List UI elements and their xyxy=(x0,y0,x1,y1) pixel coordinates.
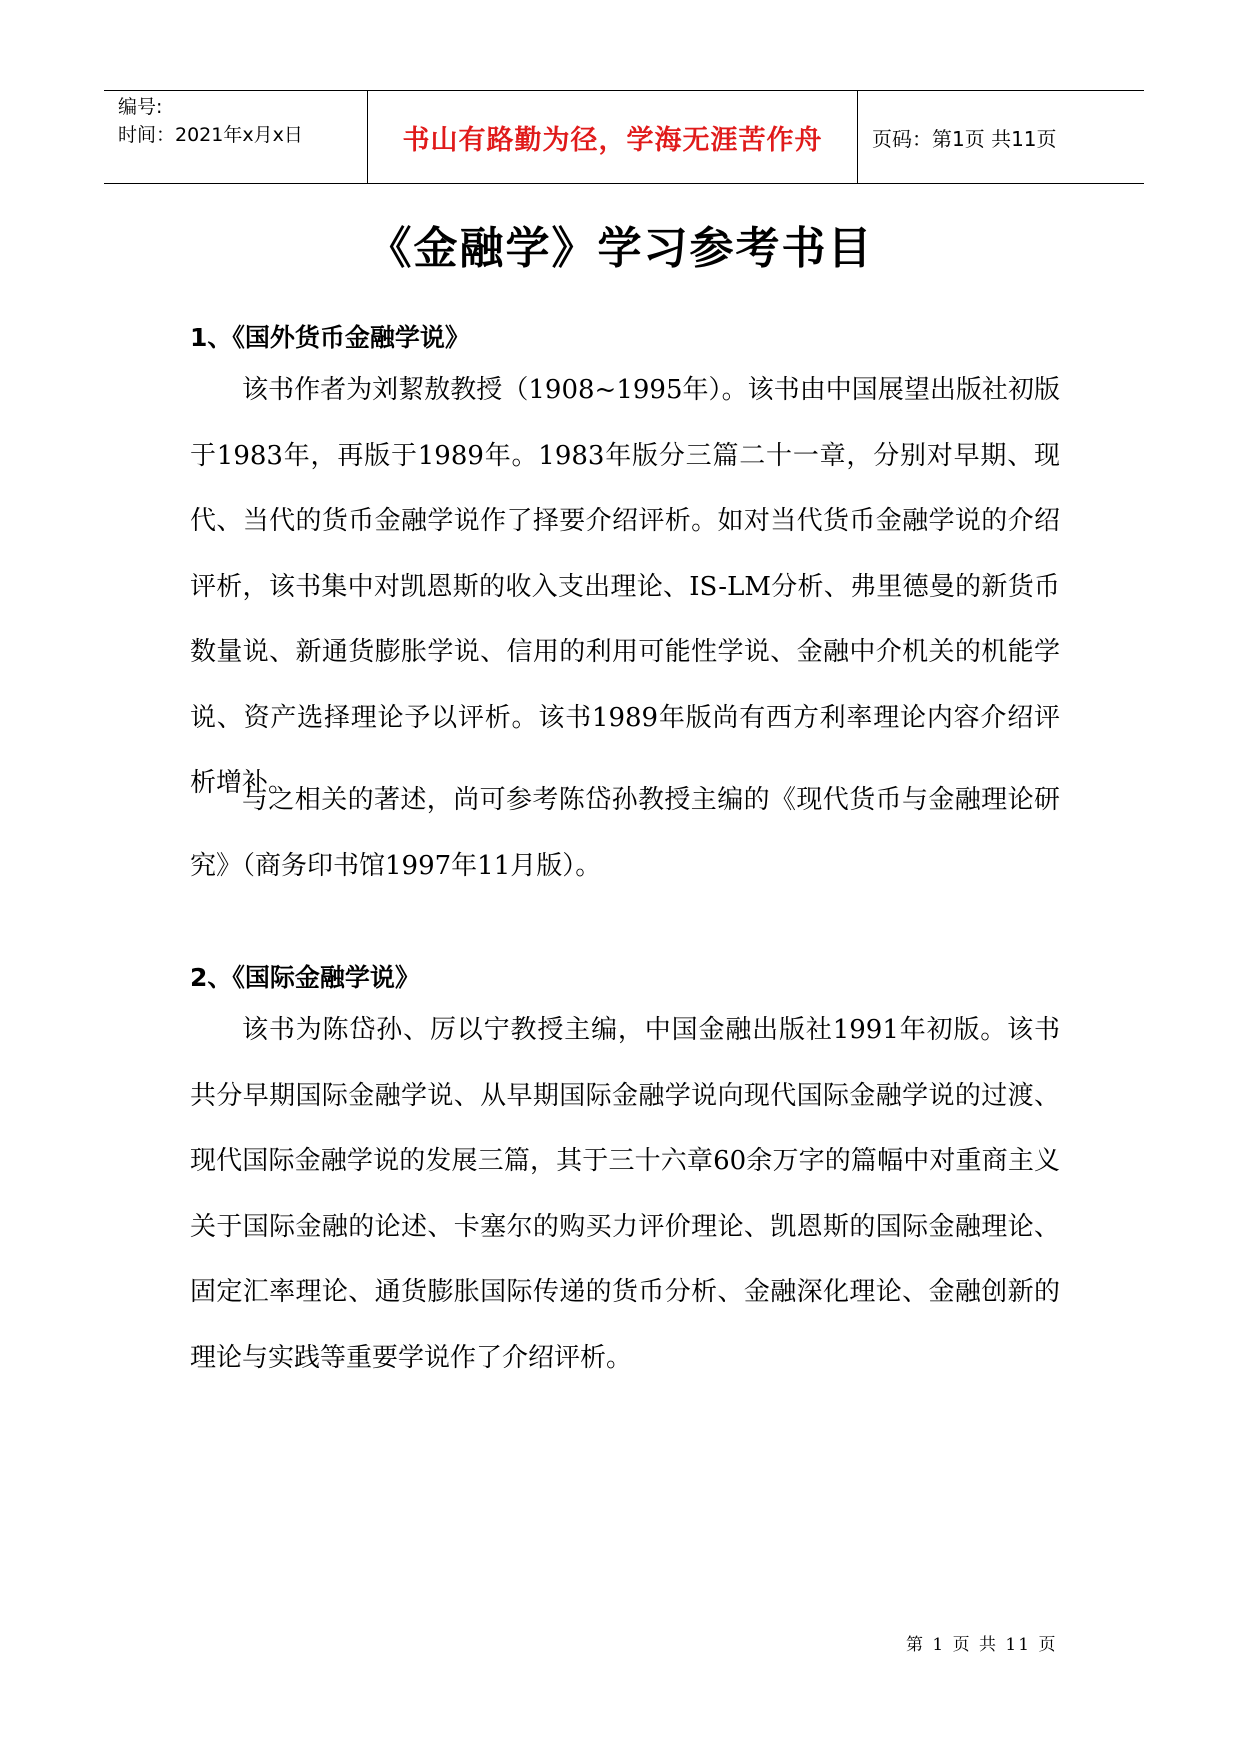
document-header xyxy=(104,90,1144,184)
section-1-paragraph-2: 与之相关的著述，尚可参考陈岱孙教授主编的《现代货币与金融理论研究》（商务印书馆1997年11月版）。 xyxy=(190,785,1060,881)
document-title: 《金融学》学习参考书目 xyxy=(367,223,874,274)
header-motto: 书山有路勤为径，学海无涯苦作舟 xyxy=(368,91,858,183)
serial-number-label: 编号: xyxy=(118,96,163,118)
header-page-number: 页码：第1页 共11页 xyxy=(872,126,1057,151)
time-label: 时间：2021年x月x日 xyxy=(118,124,303,146)
section-heading-2: 2、《国际金融学说》 xyxy=(190,963,420,992)
section-1-paragraph-1: 该书作者为刘絜敖教授（1908~1995年）。该书由中国展望出版社初版于1983年，再版于1989年。1983年版分三篇二十一章，分别对早期、现代、当代的货币金融学说作了择要介绍评析。如对当代货币金融学说的介绍评析，该书集中对凯恩斯的收入支出理论、IS-LM分析、弗里德曼的新货币数量说、新通货膨胀学说、信用的利用可能性学说、金融中介机关的机能学说、资产选择理论予以评析。该书1989年版尚有西方利率理论内容介绍评析增补。 xyxy=(190,375,1060,798)
section-heading-1: 1、《国外货币金融学说》 xyxy=(190,323,470,352)
section-2-paragraph-1: 该书为陈岱孙、厉以宁教授主编，中国金融出版社1991年初版。该书共分早期国际金融学说、从早期国际金融学说向现代国际金融学说的过渡、现代国际金融学说的发展三篇，其于三十六章60余万字的篇幅中对重商主义关于国际金融的论述、卡塞尔的购买力评价理论、凯恩斯的国际金融理论、固定汇率理论、通货膨胀国际传递的货币分析、金融深化理论、金融创新的理论与实践等重要学说作了介绍评析。 xyxy=(190,1015,1060,1373)
header-meta xyxy=(104,91,368,183)
page-footer: 第 1 页 共 11 页 xyxy=(906,1635,1058,1655)
